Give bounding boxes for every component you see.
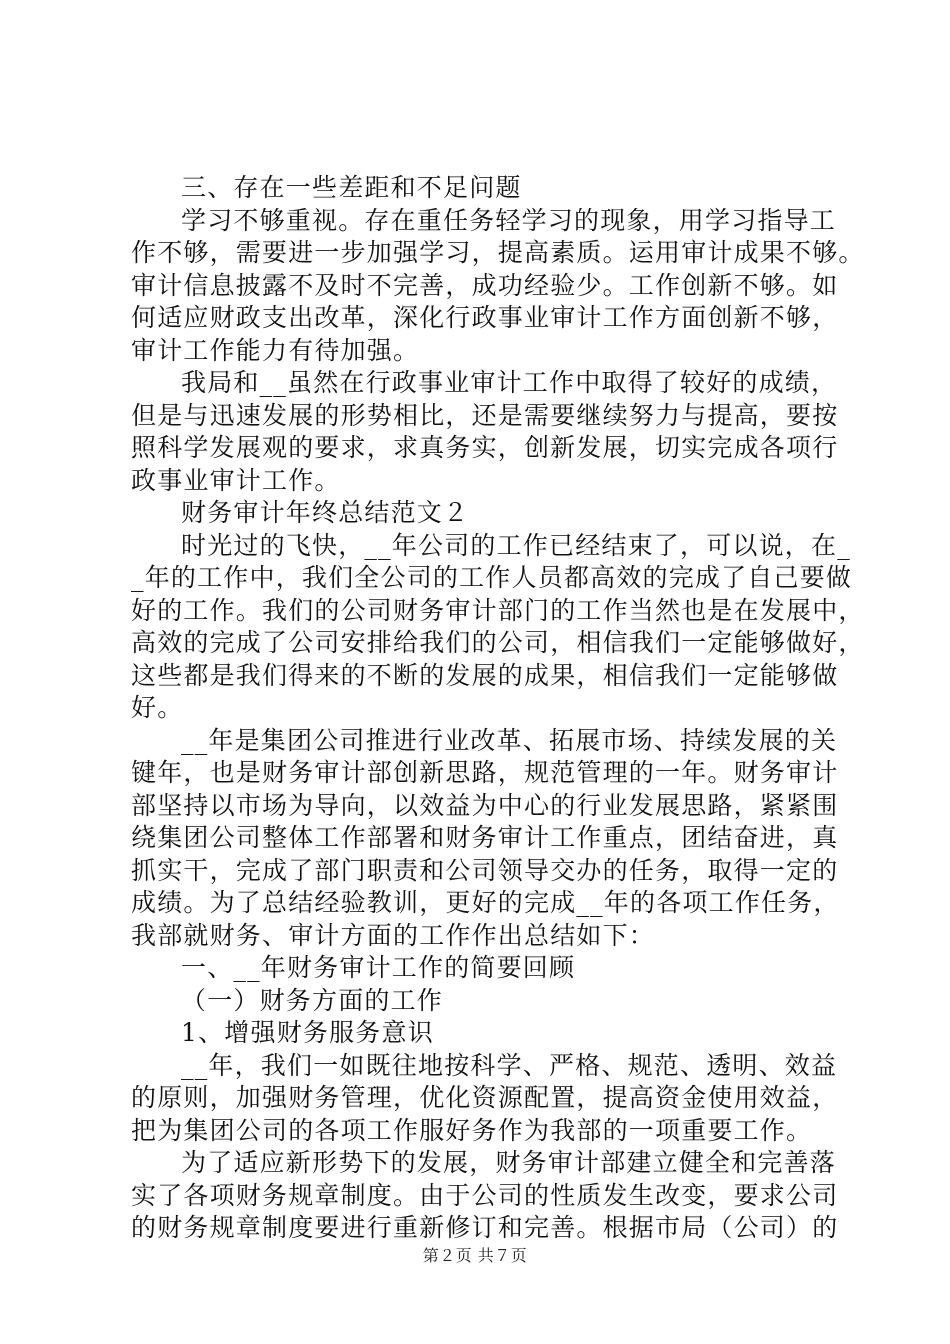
document-body [131, 172, 865, 1245]
text-line: 三、存在一些差距和不足问题 [181, 173, 522, 202]
text-line: 审计信息披露不及时不完善，成功经验少。工作创新不够。如 [131, 270, 839, 300]
text-line: 时光过的飞快，__年公司的工作已经结束了，可以说，在_ [181, 530, 851, 560]
text-line: 学习不够重视。存在重任务轻学习的现象，用学习指导工 [181, 205, 837, 235]
text-line: 部坚持以市场为导向，以效益为中心的行业发展思路，紧紧围 [131, 790, 839, 820]
text-line: 但是与迅速发展的形势相比，还是需要继续努力与提高，要按 [131, 400, 839, 430]
page-footer: 第２页 共７页 [422, 1246, 528, 1265]
text-line: 1、增强财务服务意识 [181, 1018, 434, 1047]
text-line: 为了适应新形势下的发展，财务审计部建立健全和完善落 [181, 1148, 837, 1177]
text-line: 何适应财政支出改革，深化行政事业审计工作方面创新不够， [131, 303, 839, 332]
text-line: _年的工作中，我们全公司的工作人员都高效的完成了自己要做 [131, 563, 853, 592]
text-line: 政事业审计工作。 [131, 465, 341, 495]
text-line: 成绩。为了总结经验教训，更好的完成__年的各项工作任务， [131, 888, 840, 917]
text-line: 把为集团公司的各项工作服好务作为我部的一项重要工作。 [131, 1115, 813, 1145]
text-line: （一）财务方面的工作 [181, 985, 444, 1015]
text-line: 好。 [131, 693, 184, 722]
text-line: 财务审计年终总结范文２ [181, 498, 470, 527]
text-line: __年，我们一如既往地按科学、严格、规范、透明、效益 [181, 1050, 838, 1080]
text-line: 实了各项财务规章制度。由于公司的性质发生改变，要求公司 [131, 1180, 839, 1210]
text-line: 我局和__虽然在行政事业审计工作中取得了较好的成绩， [181, 368, 838, 397]
text-line: 这些都是我们得来的不断的发展的成果，相信我们一定能够做 [131, 660, 839, 690]
text-line: 好的工作。我们的公司财务审计部门的工作当然也是在发展中， [131, 595, 865, 625]
text-line: 高效的完成了公司安排给我们的公司，相信我们一定能够做好， [131, 628, 865, 657]
text-line: 审计工作能力有待加强。 [131, 335, 420, 365]
text-line: 一、__年财务审计工作的简要回顾 [181, 953, 576, 982]
text-line: __年是集团公司推进行业改革、拓展市场、持续发展的关 [181, 725, 838, 755]
text-line: 作不够，需要进一步加强学习，提高素质。运用审计成果不够。 [131, 238, 865, 267]
text-line: 我部就财务、审计方面的工作作出总结如下： [131, 920, 656, 950]
text-line: 的财务规章制度要进行重新修订和完善。根据市局（公司）的 [131, 1213, 839, 1242]
text-line: 绕集团公司整体工作部署和财务审计工作重点，团结奋进，真 [131, 823, 839, 852]
text-line: 键年，也是财务审计部创新思路，规范管理的一年。财务审计 [131, 758, 839, 787]
text-line: 的原则，加强财务管理，优化资源配置，提高资金使用效益， [131, 1083, 839, 1112]
text-line: 照科学发展观的要求，求真务实，创新发展，切实完成各项行 [131, 433, 839, 462]
text-line: 抓实干，完成了部门职责和公司领导交办的任务，取得一定的 [131, 855, 839, 885]
